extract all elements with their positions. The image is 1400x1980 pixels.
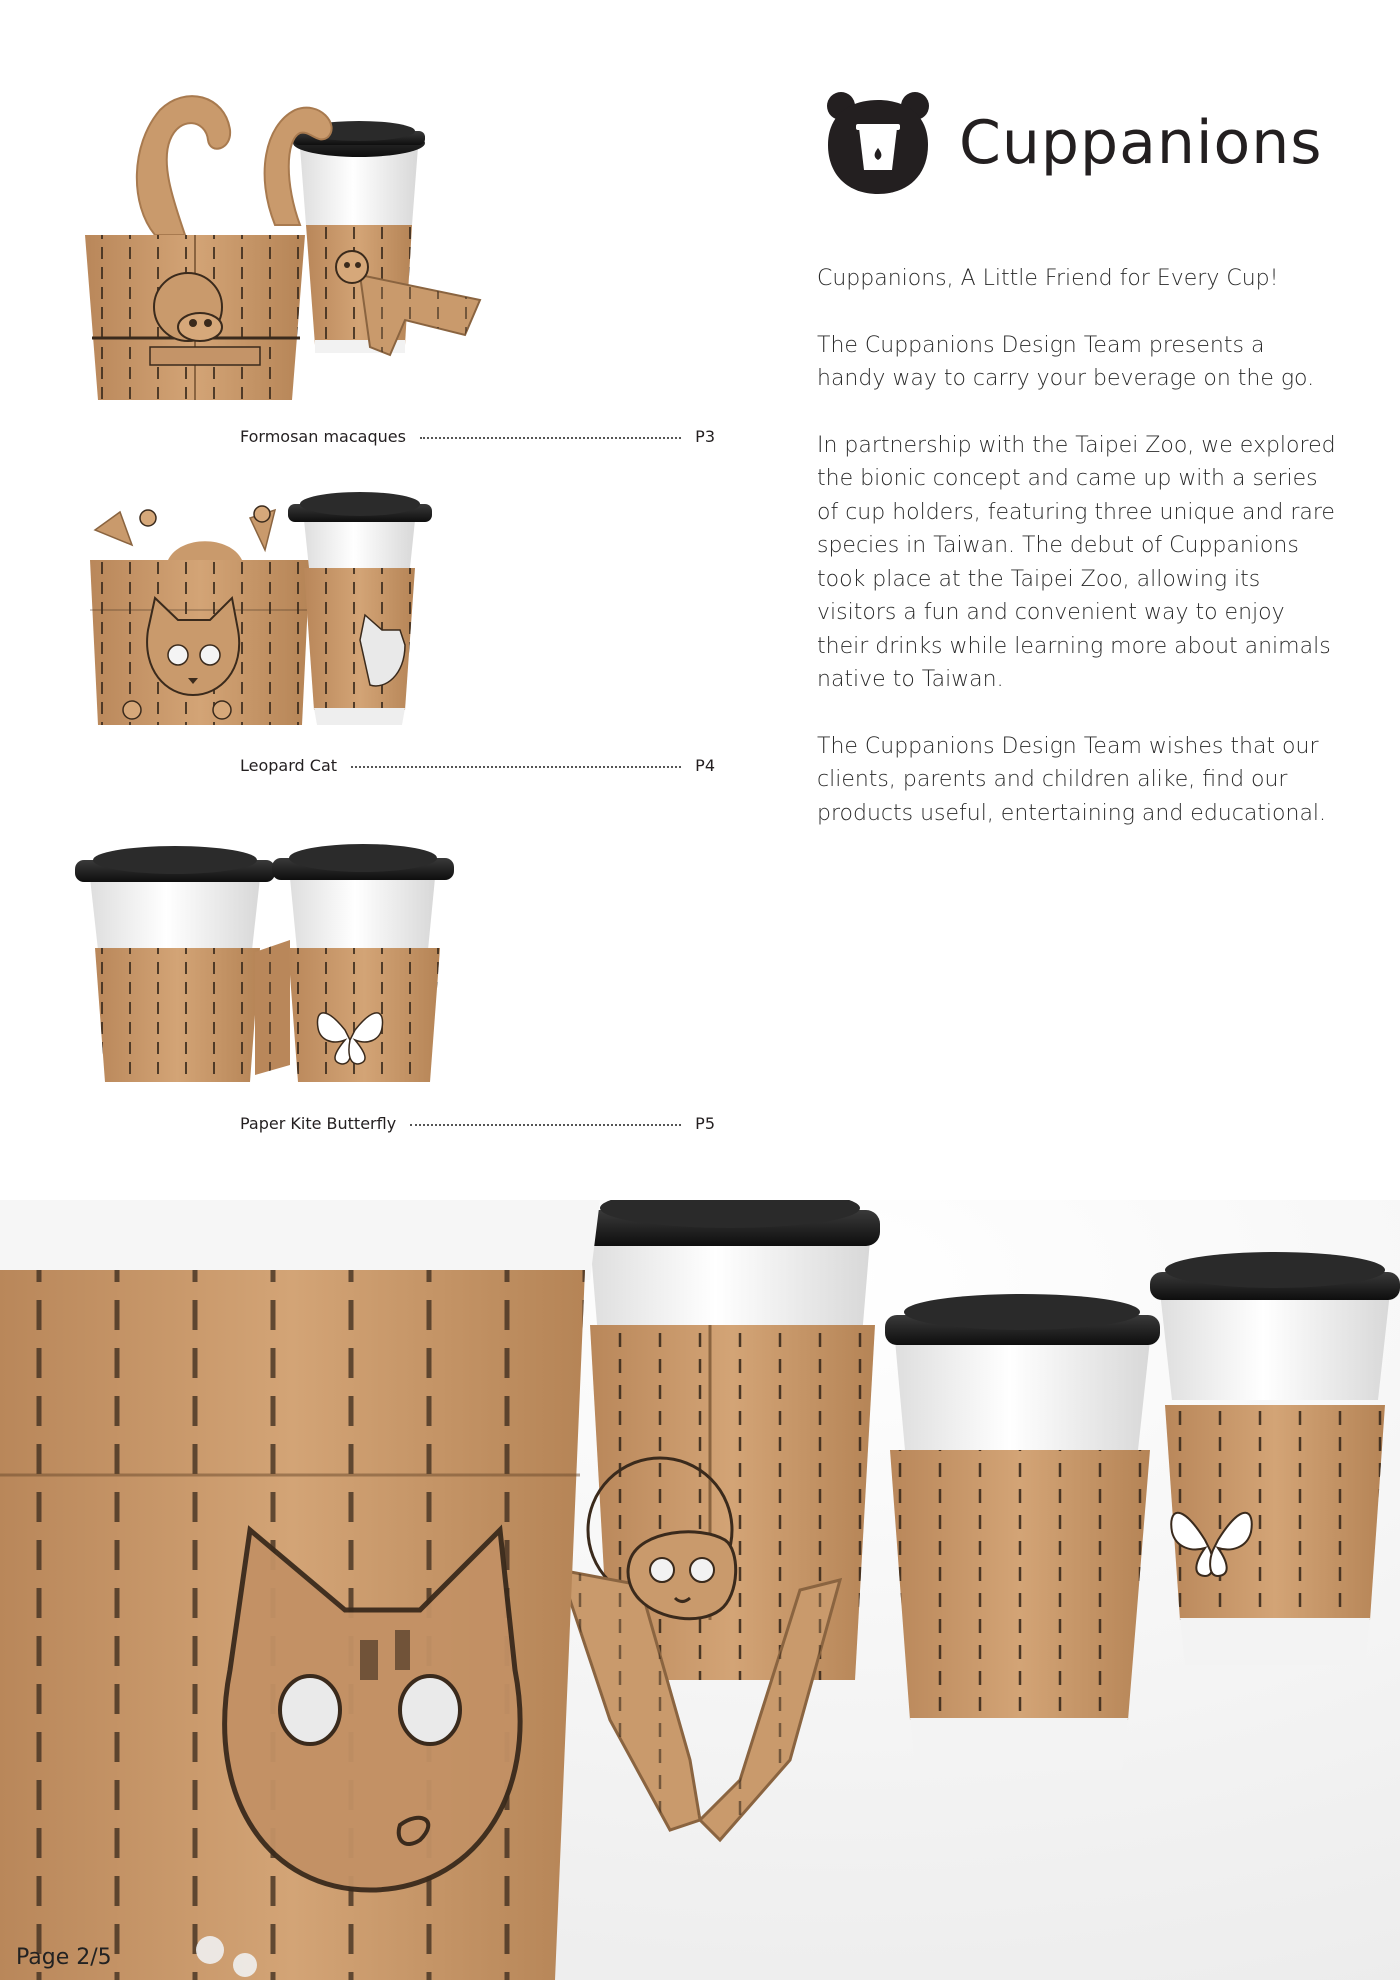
- macaque-cup-holder-photo: [60, 85, 530, 425]
- toc-row-butterfly[interactable]: [240, 1113, 715, 1133]
- product-page: P4: [695, 755, 715, 775]
- paragraph-partnership: In partnership with the Taipei Zoo, we explored the bionic concept and came up with a series of cup holders, featuring three unique and rare species in Taiwan. The debut of Cuppanions took place at the Taipei Zoo, allowing its visitors a fun and convenient way to enjoy their drinks while learning more about animals native to Taiwan.: [817, 432, 1336, 692]
- product-name: Formosan macaques: [240, 426, 406, 446]
- product-page: P3: [695, 426, 715, 446]
- leopard-cat-cup-holder-photo: [60, 480, 530, 750]
- page-number: Page 2/5: [16, 1945, 112, 1970]
- hero-cups-photo: [0, 1200, 1400, 1980]
- leader-dots: [351, 766, 681, 768]
- description-text: [817, 262, 1337, 863]
- leader-dots: [410, 1124, 681, 1126]
- product-page: P5: [695, 1113, 715, 1133]
- product-name: Leopard Cat: [240, 755, 338, 775]
- toc-row-macaque[interactable]: [240, 426, 715, 446]
- paragraph-intro: The Cuppanions Design Team presents a handy way to carry your beverage on the go.: [817, 332, 1315, 391]
- bear-cup-logo-icon: [823, 90, 933, 195]
- product-name: Paper Kite Butterfly: [240, 1113, 397, 1133]
- toc-row-leopard-cat[interactable]: [240, 755, 715, 775]
- brand-logo: [823, 90, 1323, 195]
- hero-photo: [0, 1200, 1400, 1980]
- product-leopard-cat: [60, 480, 720, 760]
- product-macaque: [60, 85, 720, 445]
- product-butterfly: [60, 840, 720, 1120]
- paragraph-wishes: The Cuppanions Design Team wishes that our clients, parents and children alike, find our products useful, entertaining and educational.: [817, 733, 1327, 826]
- brand-wordmark: Cuppanions: [959, 107, 1323, 178]
- butterfly-cup-holder-photo: [60, 840, 530, 1100]
- tagline: Cuppanions, A Little Friend for Every Cup!: [817, 266, 1279, 291]
- leader-dots: [420, 437, 681, 439]
